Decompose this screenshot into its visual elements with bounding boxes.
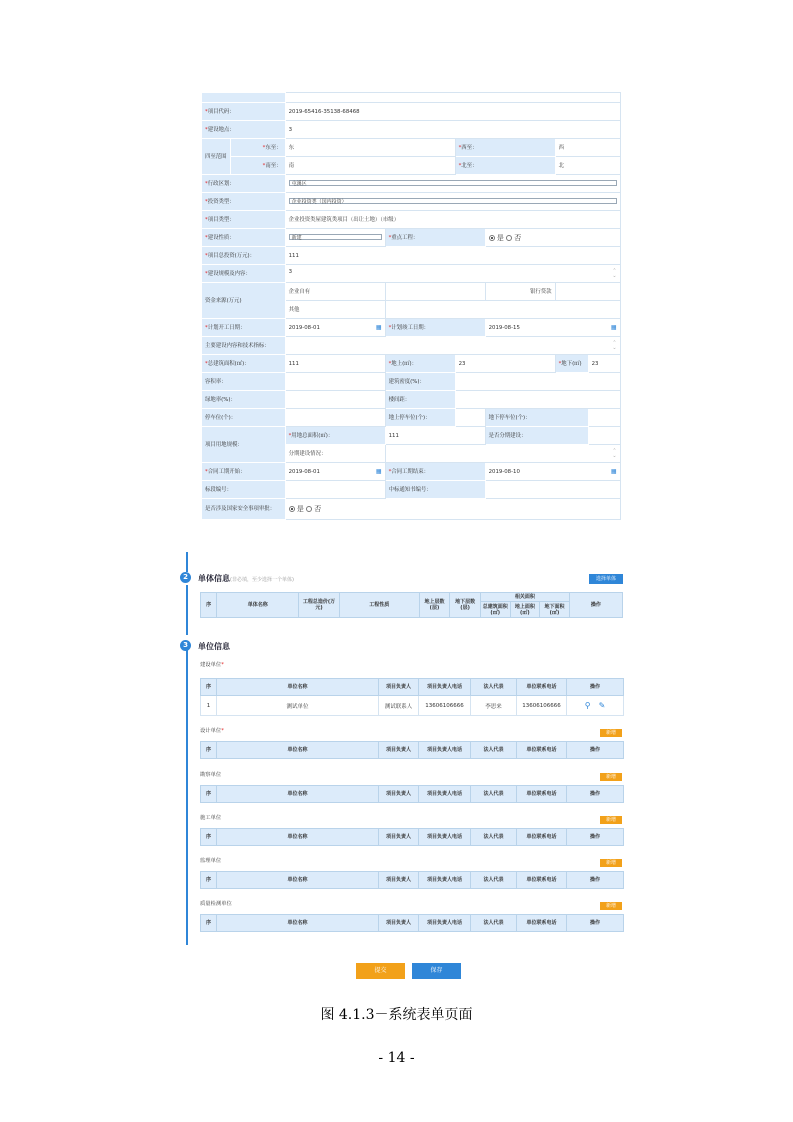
phase-info-label: 分期建设情况： — [285, 445, 385, 463]
calendar-icon[interactable]: ▦ — [375, 467, 382, 475]
col-header: 单位名称 — [217, 679, 379, 696]
col-header: 项目负责人 — [379, 786, 419, 803]
award-no-input[interactable] — [485, 481, 620, 499]
edit-icon[interactable]: ✎ — [598, 701, 606, 710]
add-unit-button[interactable]: 新增 — [600, 902, 622, 910]
key-project-no-radio[interactable] — [506, 235, 512, 241]
west-input[interactable]: 西 — [555, 139, 620, 157]
col-header: 项目负责人电话 — [419, 872, 471, 889]
green-label: 绿地率(%)： — [202, 391, 286, 409]
col-header: 操作 — [569, 593, 622, 618]
nature-select[interactable]: 新建 — [289, 234, 382, 240]
other-input[interactable] — [385, 301, 620, 319]
col-header: 序 — [201, 679, 217, 696]
total-investment-input[interactable]: 111 — [285, 247, 620, 265]
col-header: 序 — [201, 786, 217, 803]
land-area-input[interactable]: 111 — [385, 427, 485, 445]
col-header: 项目负责人 — [379, 872, 419, 889]
project-code-label: *项目代码： — [202, 103, 286, 121]
col-header: 单位名称 — [217, 742, 379, 759]
col-header: 项目负责人 — [379, 679, 419, 696]
search-icon[interactable]: ⚲ — [584, 701, 591, 710]
col-header: 法人代表 — [471, 872, 517, 889]
above-area-label: 地上(㎡) — [391, 360, 412, 367]
col-header: 序 — [201, 872, 217, 889]
project-form: *项目代码： 2019-65416-35138-68468 *建设地点： 3 四至范围 *东至： 东 *西至： 西 *南至： 南 *北至： 北 *行政区划： 屯溪区 *投资类型： 企业投资类（国内投资） *项目类型： 企业投资类屋建筑类项目（出让土地）（市级） *建设性质： 新建 *重点工程： 是 否 *项目总投资(万元)： 111 *建设规模及内容： 3 ⌃ ⌄ 资金来源(万元) 企业自有 银行贷款 其他 *计划开工日期： 2019-08-01 ▦ *计划竣工日期： 2019-08-15 ▦ 主要建设内容和技术指标： ⌃ ⌄ *总建筑面积(㎡)： 111 *地上(㎡)： 23 *地下(㎡) 23 容积率： 建筑密度(%)： 绿地率(%)： 楼间距： 停车位(个)： 地上停车位(个)： 地下停车位(个)： 项目用地规模： *用地总面积(㎡)： 111 是否分期建设： 分期建设情况： ⌃ ⌄ *合同工期开始： 2019-08-01 ▦ *合同工期结束： 2019-08-10 ▦ 标段编号： 中标通知书编号： 是否涉及国家安全事项审批： 是 否 — [201, 92, 621, 520]
col-header: 序 — [201, 593, 217, 618]
col-header: 项目负责人电话 — [419, 679, 471, 696]
resize-icon: ⌃ ⌄ — [612, 447, 617, 459]
resize-icon: ⌃ ⌄ — [612, 267, 617, 279]
resize-icon: ⌃ ⌄ — [612, 339, 617, 351]
col-header: 项目负责人电话 — [419, 915, 471, 932]
land-label: 项目用地规模： — [202, 427, 286, 463]
col-header: 单位名称 — [217, 915, 379, 932]
contract-start-label: 合同工期开始 — [207, 468, 241, 475]
col-header: 单体名称 — [217, 593, 299, 618]
single-section-hint: (非必填，至少选择一个单体) — [230, 577, 294, 583]
contract-end-input[interactable]: 2019-08-10 — [488, 468, 520, 475]
scale-label: 建设规模及内容 — [207, 270, 246, 277]
project-type-value: 企业投资类屋建筑类项目（出让土地）（市级） — [285, 211, 620, 229]
single-section-title: 单体信息(非必填，至少选择一个单体) — [198, 574, 294, 583]
west-label: 西至 — [461, 144, 473, 151]
parking-label: 停车位(个)： — [202, 409, 286, 427]
above-parking-input[interactable] — [455, 409, 485, 427]
col-header: 操作 — [567, 742, 624, 759]
contract-start-input[interactable]: 2019-08-01 — [288, 468, 320, 475]
key-project-label: 重点工程 — [391, 234, 413, 241]
form-screenshot — [183, 92, 628, 552]
col-header: 法人代表 — [471, 742, 517, 759]
col-header: 序 — [201, 742, 217, 759]
col-header: 单位联系电话 — [517, 915, 567, 932]
col-header: 项目负责人电话 — [419, 786, 471, 803]
unit-group-label: 勘察单位 — [200, 772, 222, 778]
col-header: 法人代表 — [471, 915, 517, 932]
funding-label: 资金来源(万元) — [202, 283, 286, 319]
plan-start-label: 计划开工日期 — [207, 324, 241, 331]
unit-table — [200, 914, 624, 932]
col-header: 地上层数(层) — [419, 593, 450, 618]
col-header: 项目负责人 — [379, 742, 419, 759]
area-group-header: 相关面积 — [480, 593, 569, 602]
col-header: 操作 — [567, 872, 624, 889]
col-header: 项目负责人电话 — [419, 742, 471, 759]
col-header: 单位名称 — [217, 872, 379, 889]
col-header: 项目负责人 — [379, 829, 419, 846]
col-header: 总建筑面积(㎡) — [480, 602, 510, 618]
col-header: 操作 — [567, 915, 624, 932]
security-label: 是否涉及国家安全事项审批： — [202, 499, 286, 520]
under-parking-label: 地下停车位(个)： — [485, 409, 588, 427]
plan-start-input[interactable]: 2019-08-01 — [288, 324, 320, 331]
col-header: 地上面积(㎡) — [510, 602, 540, 618]
col-header: 地下面积(㎡) — [540, 602, 570, 618]
col-header: 法人代表 — [471, 829, 517, 846]
investment-type-select[interactable]: 企业投资类（国内投资） — [289, 198, 617, 204]
section-rail — [186, 585, 188, 635]
units-section-title: 单位信息 — [198, 642, 230, 651]
add-unit-button[interactable]: 新增 — [600, 816, 622, 824]
self-funded-input[interactable] — [385, 283, 485, 301]
bounds-label: 四至范围 — [202, 139, 231, 175]
location-label: *建设地点： — [202, 121, 286, 139]
section-3-badge: 3 — [180, 640, 191, 651]
density-input[interactable] — [455, 373, 620, 391]
col-header: 项目负责人 — [379, 915, 419, 932]
unit-table — [200, 785, 624, 803]
parking-input[interactable] — [285, 409, 385, 427]
col-header: 单位联系电话 — [517, 679, 567, 696]
add-unit-button[interactable]: 新增 — [600, 729, 622, 737]
section-2-badge: 2 — [180, 572, 191, 583]
unit-group-label: 监理单位 — [200, 858, 222, 864]
green-input[interactable] — [285, 391, 385, 409]
key-project-yes-radio[interactable] — [489, 235, 495, 241]
project-code-value: 2019-65416-35138-68468 — [285, 103, 620, 121]
col-header: 工程总造价(万元) — [299, 593, 340, 618]
scale-textarea[interactable]: 3 — [288, 268, 293, 275]
unit-table — [200, 741, 624, 759]
north-input[interactable]: 北 — [555, 157, 620, 175]
total-investment-label: 项目总投资(万元) — [207, 252, 250, 259]
above-area-input[interactable]: 23 — [455, 355, 555, 373]
col-header: 地下层数(层) — [450, 593, 481, 618]
unit-table — [200, 828, 624, 846]
bid-no-input[interactable] — [285, 481, 385, 499]
page-number: - 14 - — [378, 1050, 415, 1066]
col-header: 单位联系电话 — [517, 829, 567, 846]
table-cell: 13606106666 — [419, 696, 471, 716]
other-label: 其他 — [285, 301, 385, 319]
col-header: 单位联系电话 — [517, 786, 567, 803]
col-header: 法人代表 — [471, 786, 517, 803]
unit-group-label: 施工单位 — [200, 815, 222, 821]
bank-loan-label: 银行贷款 — [485, 283, 555, 301]
unit-group-label: 建设单位* — [200, 662, 224, 668]
land-area-label: 用地总面积(㎡) — [291, 432, 328, 439]
table-cell: 测试单位 — [217, 696, 379, 716]
calendar-icon[interactable]: ▦ — [375, 323, 382, 331]
calendar-icon[interactable]: ▦ — [610, 323, 617, 331]
col-header: 项目负责人电话 — [419, 829, 471, 846]
row-actions — [567, 696, 624, 716]
below-area-input[interactable]: 23 — [588, 355, 620, 373]
location-input[interactable]: 3 — [285, 121, 620, 139]
far-input[interactable] — [285, 373, 385, 391]
density-label: 建筑密度(%)： — [385, 373, 455, 391]
col-header: 操作 — [567, 679, 624, 696]
self-funded-label: 企业自有 — [285, 283, 385, 301]
single-table — [200, 592, 623, 618]
spacing-input[interactable] — [455, 391, 620, 409]
total-area-label: 总建筑面积(㎡) — [207, 360, 245, 367]
plan-end-label: 计划竣工日期 — [391, 324, 424, 331]
table-cell: 李思来 — [471, 696, 517, 716]
col-header: 工程性质 — [339, 593, 419, 618]
above-parking-label: 地上停车位(个)： — [385, 409, 455, 427]
save-button[interactable]: 保存 — [412, 963, 461, 979]
nature-label: 建设性质 — [207, 234, 230, 241]
far-label: 容积率： — [202, 373, 286, 391]
district-select[interactable]: 屯溪区 — [289, 180, 617, 186]
col-header: 单位联系电话 — [517, 872, 567, 889]
section-rail — [186, 650, 188, 945]
submit-button[interactable]: 提交 — [356, 963, 405, 979]
contract-end-label: 合同工期结束 — [391, 468, 424, 475]
award-no-label: 中标通知书编号： — [385, 481, 485, 499]
south-label: 南至 — [265, 162, 277, 169]
under-parking-input[interactable] — [588, 409, 620, 427]
col-header: 单位名称 — [217, 829, 379, 846]
phased-input[interactable] — [588, 427, 620, 445]
district-label: 行政区划 — [207, 180, 230, 187]
col-header: 序 — [201, 829, 217, 846]
unit-table — [200, 678, 624, 716]
project-type-label: 项目类型 — [207, 216, 230, 223]
add-unit-button[interactable]: 新增 — [600, 859, 622, 867]
table-cell: 测试联系人 — [379, 696, 419, 716]
unit-table — [200, 871, 624, 889]
col-header: 操作 — [567, 829, 624, 846]
col-header: 序 — [201, 915, 217, 932]
plan-end-input[interactable]: 2019-08-15 — [488, 324, 520, 331]
table-cell: 13606106666 — [517, 696, 567, 716]
tech-textarea[interactable] — [285, 337, 620, 355]
total-area-input[interactable]: 111 — [285, 355, 385, 373]
spacing-label: 楼间距： — [385, 391, 455, 409]
south-input[interactable]: 南 — [285, 157, 455, 175]
north-label: 北至 — [461, 162, 473, 169]
east-label: 东至 — [265, 144, 277, 151]
table-cell: 1 — [201, 696, 217, 716]
calendar-icon[interactable]: ▦ — [610, 467, 617, 475]
tech-label: 主要建设内容和技术指标： — [202, 337, 286, 355]
figure-caption: 图 4.1.3－系统表单页面 — [320, 1007, 473, 1023]
phased-label: 是否分期建设： — [485, 427, 588, 445]
investment-type-label: 投资类型 — [207, 198, 230, 205]
below-area-label: 地下(㎡) — [561, 360, 582, 367]
unit-group-label: 质量检测单位 — [200, 901, 232, 907]
security-yes-radio[interactable] — [289, 506, 295, 512]
table-row — [201, 696, 624, 716]
col-header: 操作 — [567, 786, 624, 803]
col-header: 单位联系电话 — [517, 742, 567, 759]
unit-group-label: 设计单位* — [200, 728, 224, 734]
col-header: 单位名称 — [217, 786, 379, 803]
bid-no-label: 标段编号： — [202, 481, 286, 499]
security-no-radio[interactable] — [306, 506, 312, 512]
bank-loan-input[interactable] — [555, 283, 620, 301]
east-input[interactable]: 东 — [285, 139, 455, 157]
col-header: 法人代表 — [471, 679, 517, 696]
add-unit-button[interactable]: 新增 — [600, 773, 622, 781]
phase-info-textarea[interactable] — [385, 445, 620, 463]
select-single-button[interactable]: 选择单体 — [589, 574, 623, 584]
